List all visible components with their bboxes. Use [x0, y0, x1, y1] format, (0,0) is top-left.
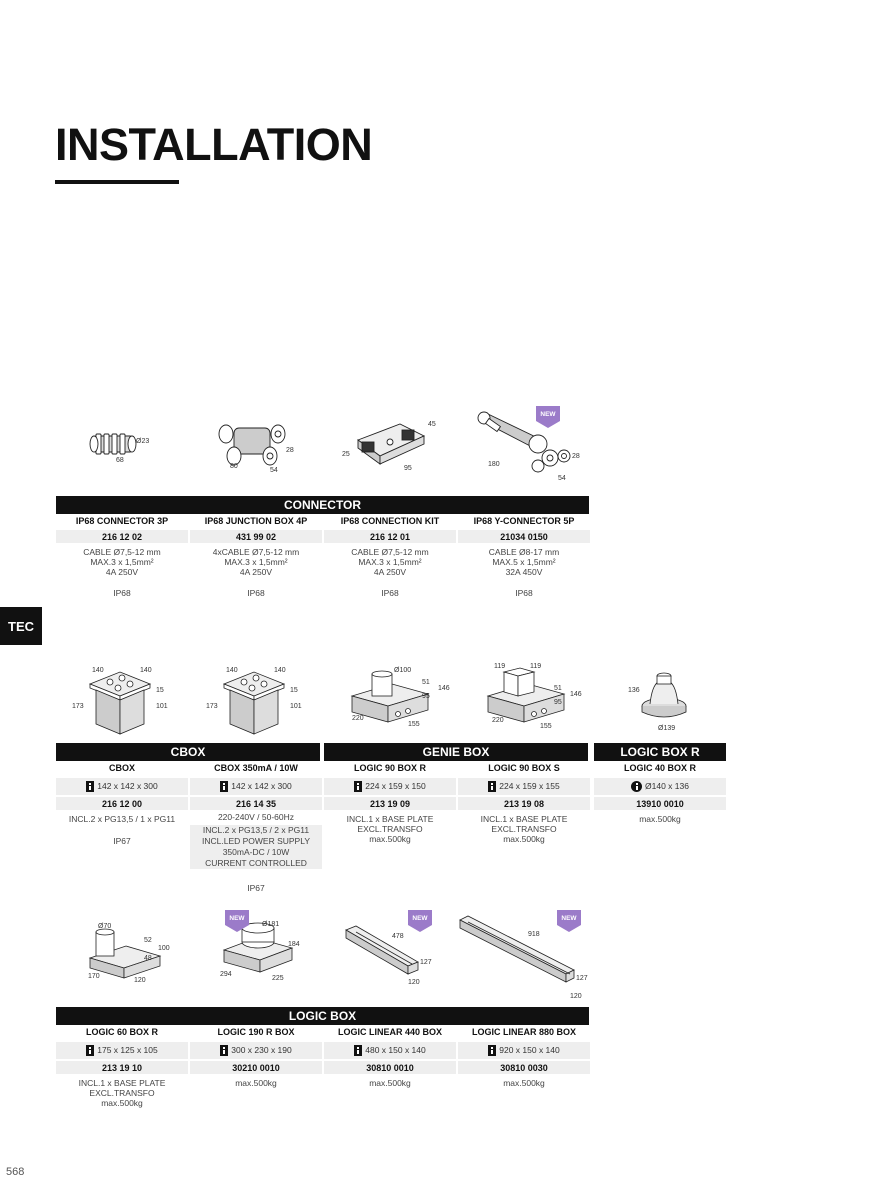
product-size: 142 x 142 x 300: [190, 778, 322, 795]
product-code: 216 12 00: [56, 796, 188, 810]
product-logic-linear-440-box: [324, 1026, 456, 1088]
dim-label: 51: [554, 685, 562, 692]
product-spec: CABLE Ø7,5-12 mm MAX.3 x 1,5mm² 4A 250V: [83, 547, 161, 577]
product-name: LOGIC 90 BOX R: [353, 763, 426, 773]
dim-label: 95: [422, 693, 430, 700]
dim-label: 173: [72, 703, 84, 710]
product-code: 216 14 35: [190, 796, 322, 810]
dim-label: 127: [576, 975, 588, 982]
dim-label: 140: [140, 667, 152, 674]
dim-label: 478: [392, 933, 404, 940]
product-code: 431 99 02: [190, 529, 322, 543]
cbox-section-header: CBOX: [56, 743, 320, 761]
product-code: 30810 0010: [324, 1060, 456, 1074]
connection-kit-illustration: [340, 416, 440, 474]
new-badge: [408, 910, 432, 932]
info-icon: [488, 1045, 496, 1056]
logic-box-section-header: LOGIC BOX: [56, 1007, 589, 1025]
dim-label: 28: [286, 447, 294, 454]
product-name: LOGIC 190 R BOX: [217, 1027, 295, 1037]
product-name: IP68 CONNECTOR 3P: [75, 516, 169, 526]
product-logic-linear-880-box: [458, 1026, 590, 1088]
side-tab-tec[interactable]: TEC: [0, 607, 42, 645]
dim-label: 45: [428, 421, 436, 428]
product-name: LOGIC LINEAR 880 BOX: [471, 1027, 577, 1037]
dim-label: 54: [558, 475, 566, 482]
info-icon: [631, 781, 642, 792]
product-spec: INCL.1 x BASE PLATE EXCL.TRANSFO max.500kg: [346, 814, 434, 844]
ip-rating: IP68: [247, 588, 265, 598]
product-size: 142 x 142 x 300: [56, 778, 188, 795]
product-name: LOGIC 60 BOX R: [85, 1027, 158, 1037]
dim-label: 119: [530, 663, 542, 670]
info-icon: [86, 1045, 94, 1056]
connector-section-header: CONNECTOR: [56, 496, 589, 514]
dim-label: 80: [230, 463, 238, 470]
product-code: 213 19 09: [324, 796, 456, 810]
ip-rating: IP68: [381, 588, 399, 598]
product-cbox-350ma: [190, 762, 322, 893]
ip-rating: IP67: [113, 836, 131, 846]
dim-label: 54: [270, 467, 278, 474]
logic-40-box-r-illustration: [624, 660, 704, 734]
product-logic-190-r-box: [190, 1026, 322, 1088]
dim-label: 15: [156, 687, 164, 694]
dim-label: 48: [144, 955, 152, 962]
product-spec: INCL.1 x BASE PLATE EXCL.TRANSFO max.500kg: [78, 1078, 166, 1108]
logic-60-box-r-illustration: [82, 918, 182, 986]
product-cbox: [56, 762, 188, 846]
dim-label: 120: [570, 993, 582, 1000]
dim-label: 68: [116, 457, 124, 464]
product-name: LOGIC LINEAR 440 BOX: [337, 1027, 443, 1037]
product-size: 920 x 150 x 140: [458, 1042, 590, 1059]
dim-label: 25: [342, 451, 350, 458]
product-code: 13910 0010: [594, 796, 726, 810]
product-logic-90-box-r: [324, 762, 456, 844]
product-name: CBOX 350mA / 10W: [214, 763, 298, 773]
product-spec: INCL.1 x BASE PLATE EXCL.TRANSFO max.500kg: [480, 814, 568, 844]
product-code: 30210 0010: [190, 1060, 322, 1074]
dim-label: 173: [206, 703, 218, 710]
product-spec: max.500kg: [503, 1078, 545, 1088]
y-connector-illustration: [472, 410, 584, 484]
product-ip68-junction-box-4p: [190, 515, 322, 598]
logic-box-r-section-header: LOGIC BOX R: [594, 743, 726, 761]
product-ip68-y-connector-5p: [458, 515, 590, 598]
page-title: INSTALLATION: [55, 119, 373, 170]
dim-label: Ø139: [658, 725, 676, 732]
product-size: Ø140 x 136: [594, 778, 726, 795]
dim-label: Ø181: [262, 921, 280, 928]
dim-label: 146: [438, 685, 450, 692]
dim-label: 101: [290, 703, 302, 710]
dim-label: Ø23: [136, 438, 150, 445]
product-voltage: 220-240V / 50-60Hz: [217, 812, 295, 822]
dim-label: 100: [158, 945, 170, 952]
dim-label: 220: [492, 717, 504, 724]
ip-rating: IP68: [515, 588, 533, 598]
product-name: CBOX: [108, 763, 135, 773]
logic-90-box-s-illustration: [474, 660, 594, 732]
new-badge: [536, 406, 560, 428]
info-icon: [488, 781, 496, 792]
dim-label: 101: [156, 703, 168, 710]
product-code: 213 19 08: [458, 796, 590, 810]
info-icon: [354, 1045, 362, 1056]
dim-label: 15: [290, 687, 298, 694]
dim-label: 136: [628, 687, 640, 694]
cbox-illustration: [70, 664, 180, 740]
dim-label: 120: [134, 977, 146, 984]
dim-label: 140: [92, 667, 104, 674]
product-spec: 4xCABLE Ø7,5-12 mm MAX.3 x 1,5mm² 4A 250V: [212, 547, 300, 577]
dim-label: 155: [408, 721, 420, 728]
genie-box-section-header: GENIE BOX: [324, 743, 588, 761]
product-code: 216 12 01: [324, 529, 456, 543]
connector-3p-illustration: [82, 428, 162, 468]
dim-label: 95: [554, 699, 562, 706]
new-badge: [557, 910, 581, 932]
product-code: 216 12 02: [56, 529, 188, 543]
dim-label: 140: [274, 667, 286, 674]
product-ip68-connection-kit: [324, 515, 456, 598]
product-spec: max.500kg: [235, 1078, 277, 1088]
product-name: IP68 CONNECTION KIT: [340, 516, 440, 526]
ip-rating: IP67: [247, 883, 265, 893]
product-spec: CABLE Ø7,5-12 mm MAX.3 x 1,5mm² 4A 250V: [351, 547, 429, 577]
dim-label: 220: [352, 715, 364, 722]
product-name: IP68 JUNCTION BOX 4P: [204, 516, 308, 526]
product-size: 224 x 159 x 150: [324, 778, 456, 795]
dim-label: 294: [220, 971, 232, 978]
product-size: 224 x 159 x 155: [458, 778, 590, 795]
dim-label: 52: [144, 937, 152, 944]
svg-text:NEW: NEW: [412, 915, 428, 922]
product-spec: INCL.2 x PG13,5 / 1 x PG11: [68, 814, 176, 824]
product-name: IP68 Y-CONNECTOR 5P: [473, 516, 575, 526]
product-code: 21034 0150: [458, 529, 590, 543]
product-logic-40-box-r: [594, 762, 726, 824]
page-number: 568: [6, 1166, 25, 1178]
dim-label: 28: [572, 453, 580, 460]
svg-text:NEW: NEW: [229, 915, 245, 922]
dim-label: 225: [272, 975, 284, 982]
product-name: LOGIC 90 BOX S: [488, 763, 560, 773]
cbox-350ma-illustration: [204, 664, 314, 740]
dim-label: 127: [420, 959, 432, 966]
info-icon: [354, 781, 362, 792]
dim-label: 119: [494, 663, 506, 670]
ip-rating: IP68: [113, 588, 131, 598]
title-underline: [55, 180, 179, 184]
dim-label: 918: [528, 931, 540, 938]
product-spec: max.500kg: [639, 814, 681, 824]
product-size: 300 x 230 x 190: [190, 1042, 322, 1059]
dim-label: 146: [570, 691, 582, 698]
product-spec: CABLE Ø8-17 mm MAX.5 x 1,5mm² 32A 450V: [488, 547, 560, 577]
junction-box-illustration: [212, 418, 302, 474]
product-logic-90-box-s: [458, 762, 590, 844]
dim-label: 51: [422, 679, 430, 686]
dim-label: Ø100: [394, 667, 412, 674]
svg-text:NEW: NEW: [561, 915, 577, 922]
info-icon: [220, 781, 228, 792]
product-logic-60-box-r: [56, 1026, 188, 1108]
product-ip68-connector-3p: [56, 515, 188, 598]
product-size: 480 x 150 x 140: [324, 1042, 456, 1059]
dim-label: Ø70: [98, 923, 112, 930]
info-icon: [86, 781, 94, 792]
dim-label: 155: [540, 723, 552, 730]
dim-label: 184: [288, 941, 300, 948]
product-code: 213 19 10: [56, 1060, 188, 1074]
product-name: LOGIC 40 BOX R: [623, 763, 696, 773]
dim-label: 180: [488, 461, 500, 468]
dim-label: 120: [408, 979, 420, 986]
dim-label: 95: [404, 465, 412, 472]
product-spec: max.500kg: [369, 1078, 411, 1088]
product-code: 30810 0030: [458, 1060, 590, 1074]
product-spec: INCL.2 x PG13,5 / 2 x PG11 INCL.LED POWER SUPPLY 350mA-DC / 10W CURRENT CONTROLLED: [190, 825, 322, 869]
svg-text:NEW: NEW: [540, 411, 556, 418]
product-size: 175 x 125 x 105: [56, 1042, 188, 1059]
dim-label: 170: [88, 973, 100, 980]
new-badge: [225, 910, 249, 932]
info-icon: [220, 1045, 228, 1056]
dim-label: 140: [226, 667, 238, 674]
logic-90-box-r-illustration: [338, 660, 458, 732]
